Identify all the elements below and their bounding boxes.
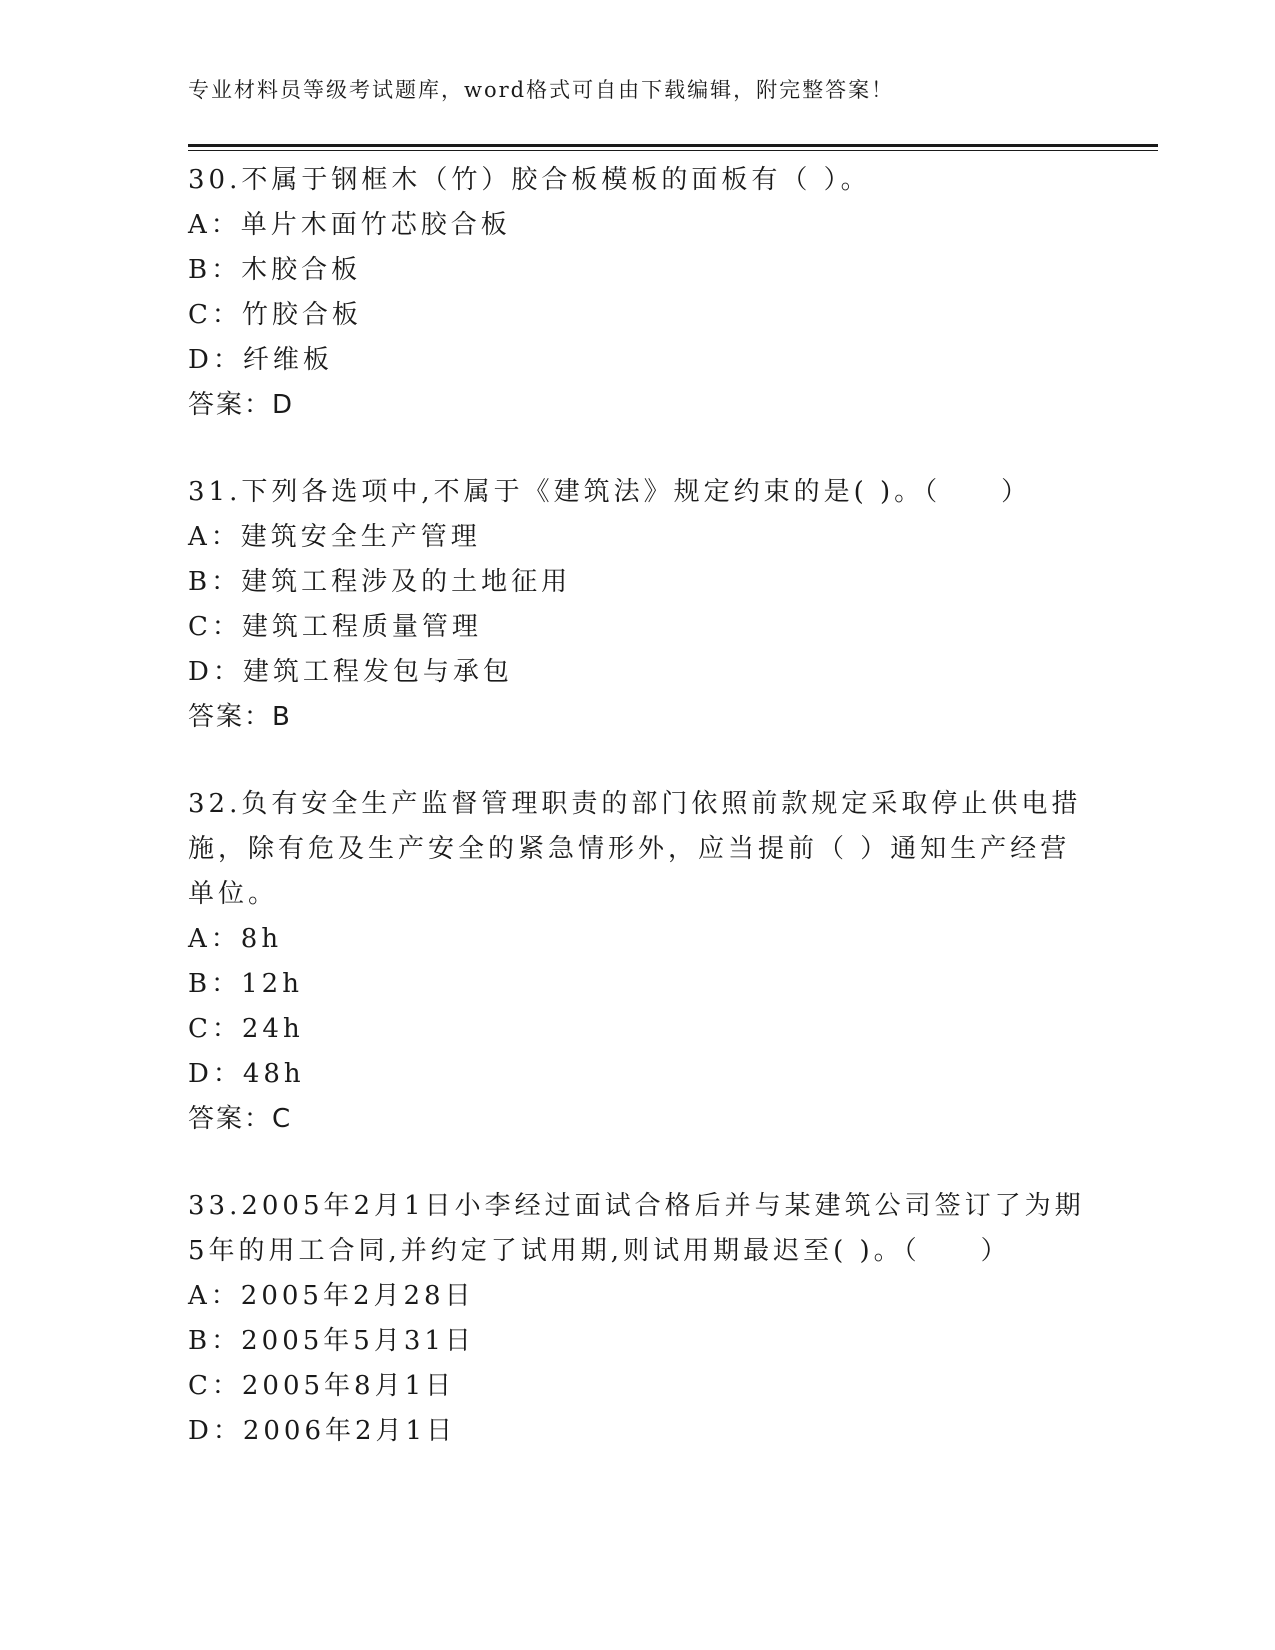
header-rule-thin <box>188 150 1158 151</box>
answer-text: 答案：D <box>188 390 295 420</box>
option-a: A：建筑安全生产管理 <box>188 522 481 552</box>
page-header: 专业材料员等级考试题库，word格式可自由下载编辑，附完整答案！ <box>188 78 895 102</box>
option-d: D：纤维板 <box>188 345 333 375</box>
option-d: D：建筑工程发包与承包 <box>188 657 513 687</box>
answer-text: 答案：C <box>188 1104 293 1134</box>
option-d: D：2006年2月1日 <box>188 1416 457 1446</box>
option-b: B：12h <box>188 969 303 999</box>
question-stem: 30.不属于钢框木（竹）胶合板模板的面板有（ ）。 <box>188 165 871 195</box>
header-rule-thick <box>188 144 1158 147</box>
option-b: B：木胶合板 <box>188 255 362 285</box>
option-c: C：2005年8月1日 <box>188 1371 456 1401</box>
answer-text: 答案：B <box>188 702 292 732</box>
option-c: C：建筑工程质量管理 <box>188 612 482 642</box>
question-list <box>188 158 1088 1496</box>
question-30 <box>188 158 1088 428</box>
option-d: D：48h <box>188 1059 305 1089</box>
option-b: B：2005年5月31日 <box>188 1326 475 1356</box>
question-33 <box>188 1184 1088 1454</box>
option-a: A：单片木面竹芯胶合板 <box>188 210 511 240</box>
question-stem: 32.负有安全生产监督管理职责的部门依照前款规定采取停止供电措施，除有危及生产安全的紧急情形外，应当提前（ ）通知生产经营单位。 <box>188 789 1082 909</box>
question-31 <box>188 470 1088 740</box>
option-c: C：24h <box>188 1014 304 1044</box>
question-stem: 33.2005年2月1日小李经过面试合格后并与某建筑公司签订了为期5年的用工合同,并约定了试用期,则试用期最迟至( )。（ ） <box>188 1191 1085 1266</box>
option-c: C：竹胶合板 <box>188 300 362 330</box>
question-32 <box>188 782 1088 1142</box>
option-a: A：2005年2月28日 <box>188 1281 475 1311</box>
option-a: A：8h <box>188 924 283 954</box>
question-stem: 31.下列各选项中,不属于《建筑法》规定约束的是( )。（ ） <box>188 477 1032 507</box>
option-b: B：建筑工程涉及的土地征用 <box>188 567 572 597</box>
